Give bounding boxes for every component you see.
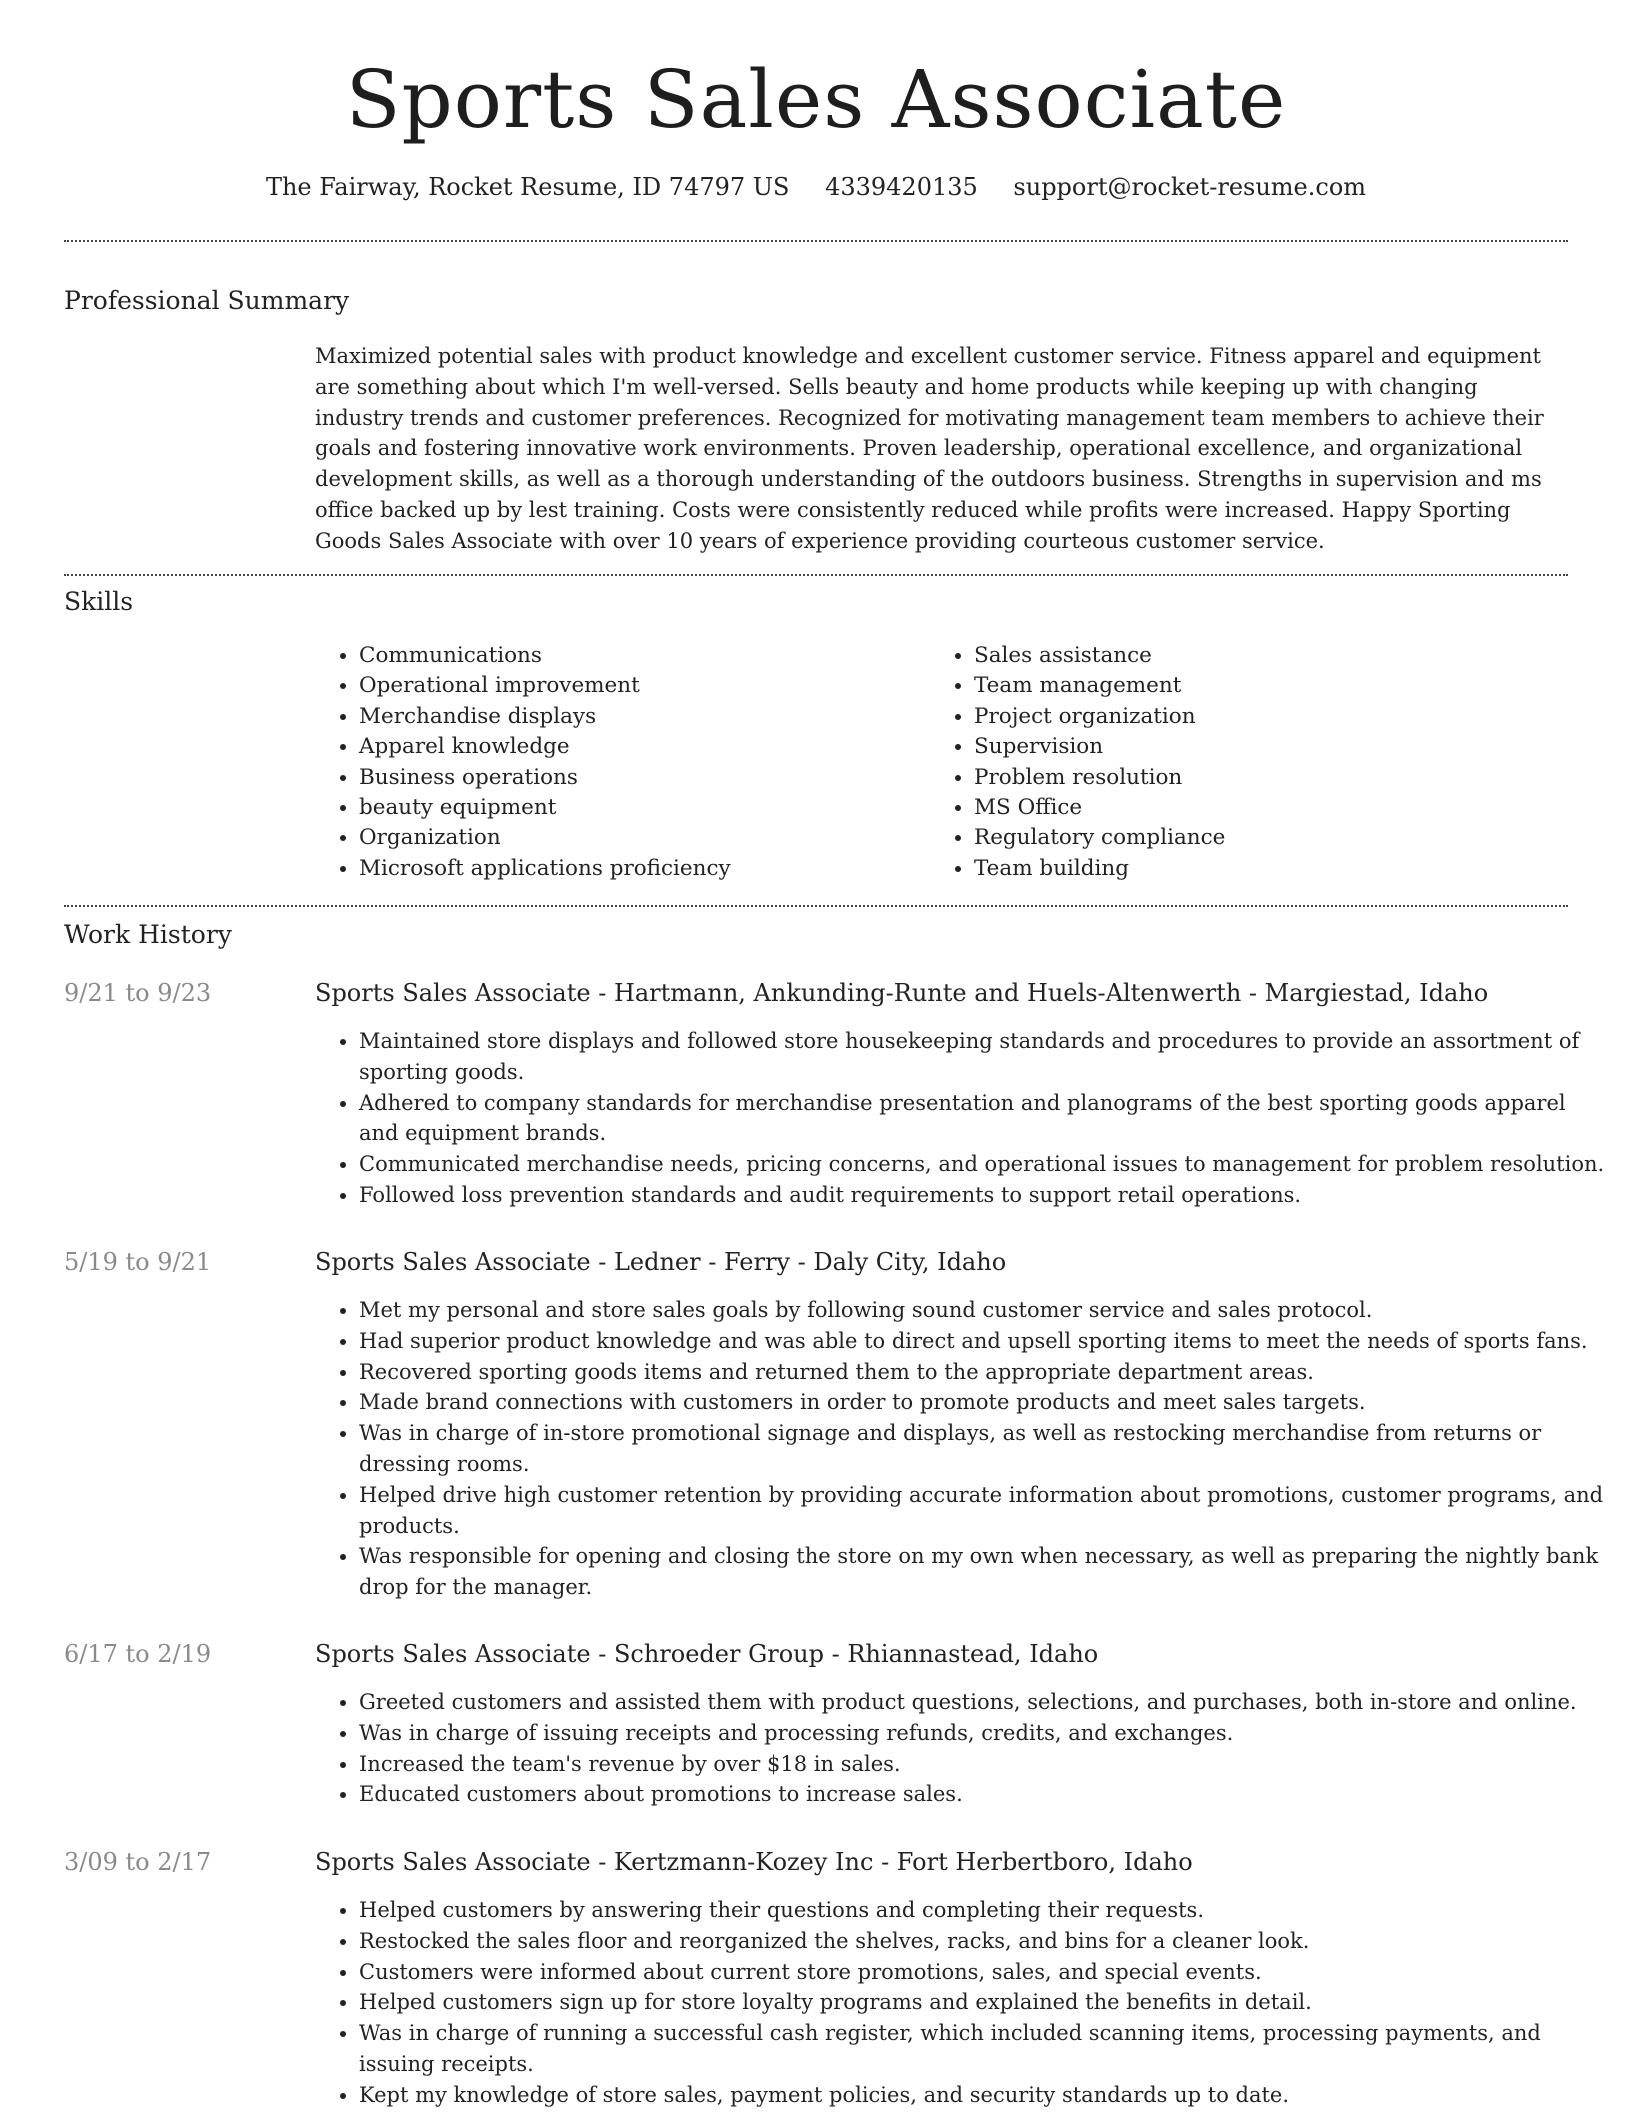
skills-list-right <box>930 641 1225 884</box>
list-item: • Team management <box>974 671 1225 701</box>
divider-skills <box>64 905 1568 907</box>
job-bullets <box>315 1026 1611 1211</box>
list-item: • Communications <box>359 641 731 671</box>
list-item: • Apparel knowledge <box>359 732 731 762</box>
contact-email: support@rocket-resume.com <box>1013 173 1367 201</box>
job-heading: Sports Sales Associate - Kertzmann-Kozey Inc - Fort Herbertboro, Idaho <box>315 1848 1193 1876</box>
list-item: • Was in charge of issuing receipts and processing refunds, credits, and exchanges. <box>359 1718 1611 1749</box>
list-item: • Met my personal and store sales goals by following sound customer service and sales protocol. <box>359 1295 1611 1326</box>
list-item: • Was in charge of running a successful cash register, which included scanning items, processing payments, and issuing receipts. <box>359 2018 1611 2080</box>
skills-list-left <box>315 641 731 884</box>
list-item: • Kept my knowledge of store sales, payment policies, and security standards up to date. <box>359 2080 1611 2111</box>
list-item: • Helped drive high customer retention by providing accurate information about promotions, customer programs, and products. <box>359 1480 1611 1542</box>
list-item: • Merchandise displays <box>359 702 731 732</box>
list-item: • Made brand connections with customers in order to promote products and meet sales targets. <box>359 1387 1611 1418</box>
list-item: • beauty equipment <box>359 793 731 823</box>
job-dates: 9/21 to 9/23 <box>64 979 212 1007</box>
divider-header <box>64 240 1568 242</box>
job-dates: 5/19 to 9/21 <box>64 1248 212 1276</box>
list-item: • Sales assistance <box>974 641 1225 671</box>
list-item: • Organization <box>359 823 731 853</box>
list-item: • Communicated merchandise needs, pricing concerns, and operational issues to management for problem resolution. <box>359 1149 1611 1180</box>
summary-title: Professional Summary <box>64 286 350 315</box>
job-bullets <box>315 1687 1611 1810</box>
job-heading: Sports Sales Associate - Hartmann, Ankunding-Runte and Huels-Altenwerth - Margiestad, Idaho <box>315 979 1489 1007</box>
contact-phone: 4339420135 <box>825 173 978 201</box>
list-item: • Customers were informed about current store promotions, sales, and special events. <box>359 1957 1611 1988</box>
list-item: • Business operations <box>359 763 731 793</box>
list-item: • Had superior product knowledge and was able to direct and upsell sporting items to meet the needs of sports fans. <box>359 1326 1611 1357</box>
job-bullets <box>315 1895 1611 2111</box>
divider-summary <box>64 574 1568 576</box>
job-heading: Sports Sales Associate - Ledner - Ferry - Daly City, Idaho <box>315 1248 1007 1276</box>
list-item: • Project organization <box>974 702 1225 732</box>
list-item: • Greeted customers and assisted them with product questions, selections, and purchases, both in-store and online. <box>359 1687 1611 1718</box>
contact-line <box>0 172 1632 202</box>
job-dates: 3/09 to 2/17 <box>64 1848 212 1876</box>
list-item: • Was in charge of in-store promotional signage and displays, as well as restocking merchandise from returns or dressing rooms. <box>359 1418 1611 1480</box>
job-bullets <box>315 1295 1611 1603</box>
list-item: • Recovered sporting goods items and returned them to the appropriate department areas. <box>359 1357 1611 1388</box>
list-item: • Team building <box>974 854 1225 884</box>
job-heading: Sports Sales Associate - Schroeder Group - Rhiannastead, Idaho <box>315 1640 1099 1668</box>
list-item: • Adhered to company standards for merchandise presentation and planograms of the best sporting goods apparel and equipment brands. <box>359 1088 1611 1150</box>
list-item: • MS Office <box>974 793 1225 823</box>
work-title: Work History <box>64 920 232 949</box>
resume-header <box>0 0 1632 202</box>
job-dates: 6/17 to 2/19 <box>64 1640 212 1668</box>
list-item: • Followed loss prevention standards and audit requirements to support retail operations. <box>359 1180 1611 1211</box>
list-item: • Microsoft applications proficiency <box>359 854 731 884</box>
list-item: • Increased the team's revenue by over $18 in sales. <box>359 1749 1611 1780</box>
list-item: • Operational improvement <box>359 671 731 701</box>
list-item: • Restocked the sales floor and reorganized the shelves, racks, and bins for a cleaner look. <box>359 1926 1611 1957</box>
list-item: • Maintained store displays and followed store housekeeping standards and procedures to provide an assortment of sporting goods. <box>359 1026 1611 1088</box>
list-item: • Helped customers sign up for store loyalty programs and explained the benefits in detail. <box>359 1987 1611 2018</box>
list-item: • Was responsible for opening and closing the store on my own when necessary, as well as preparing the nightly bank drop for the manager. <box>359 1541 1611 1603</box>
candidate-name: Sports Sales Associate <box>345 53 1287 146</box>
list-item: • Helped customers by answering their questions and completing their requests. <box>359 1895 1611 1926</box>
list-item: • Supervision <box>974 732 1225 762</box>
summary-text: Maximized potential sales with product knowledge and excellent customer service. Fitness apparel and equipment are something about which I'm well-versed. Sells beauty and home products while keeping up with changing industry trends and customer preferences. Recognized for motivating management team members to achieve their goals and fostering innovative work environments. Proven leadership, operational excellence, and organizational development skills, as well as a thorough understanding of the outdoors business. Strengths in supervision and ms office backed up by lest training. Costs were consistently reduced while profits were increased. Happy Sporting Goods Sales Associate with over 10 years of experience providing courteous customer service. <box>315 344 1544 553</box>
skills-title: Skills <box>64 587 134 616</box>
list-item: • Regulatory compliance <box>974 823 1225 853</box>
contact-address: The Fairway, Rocket Resume, ID 74797 US <box>265 173 790 201</box>
list-item: • Educated customers about promotions to increase sales. <box>359 1779 1611 1810</box>
list-item: • Problem resolution <box>974 763 1225 793</box>
